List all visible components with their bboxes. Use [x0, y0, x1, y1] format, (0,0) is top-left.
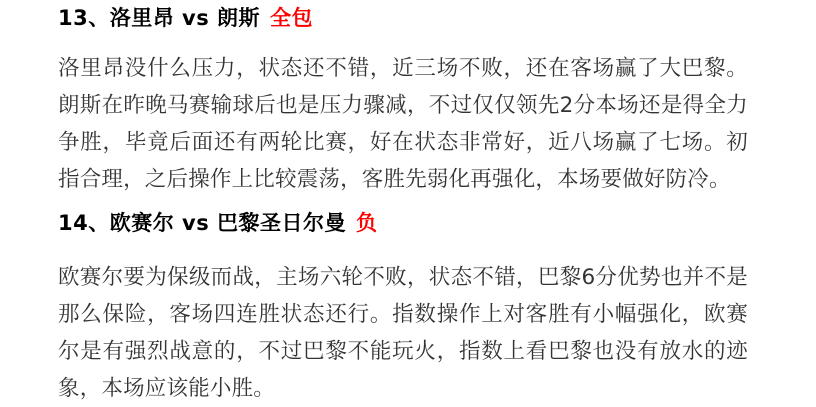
match-title: 14、欧赛尔 vs 巴黎圣日尔曼	[58, 211, 347, 235]
match-pick-label: 全包	[270, 6, 314, 30]
match-section-13	[58, 5, 748, 198]
match-title: 13、洛里昂 vs 朗斯	[58, 6, 261, 30]
match-heading-13	[58, 5, 748, 31]
match-section-14	[58, 210, 748, 407]
match-analysis-text: 洛里昂没什么压力，状态还不错，近三场不败，还在客场赢了大巴黎。朗斯在昨晚马赛输球后也是压力骤减，不过仅仅领先2分本场还是得全力争胜，毕竟后面还有两轮比赛，好在状态非常好，近八场赢了七场。初指合理，之后操作上比较震荡，客胜先弱化再强化，本场要做好防冷。	[58, 56, 748, 192]
match-pick-label: 负	[356, 211, 378, 235]
match-analysis-text: 欧赛尔要为保级而战，主场六轮不败，状态不错，巴黎6分优势也并不是那么保险，客场四连胜状态还行。指数操作上对客胜有小幅强化，欧赛尔是有强烈战意的，不过巴黎不能玩火，指数上看巴黎也没有放水的迹象，本场应该能小胜。	[58, 265, 748, 401]
match-heading-14	[58, 210, 748, 236]
